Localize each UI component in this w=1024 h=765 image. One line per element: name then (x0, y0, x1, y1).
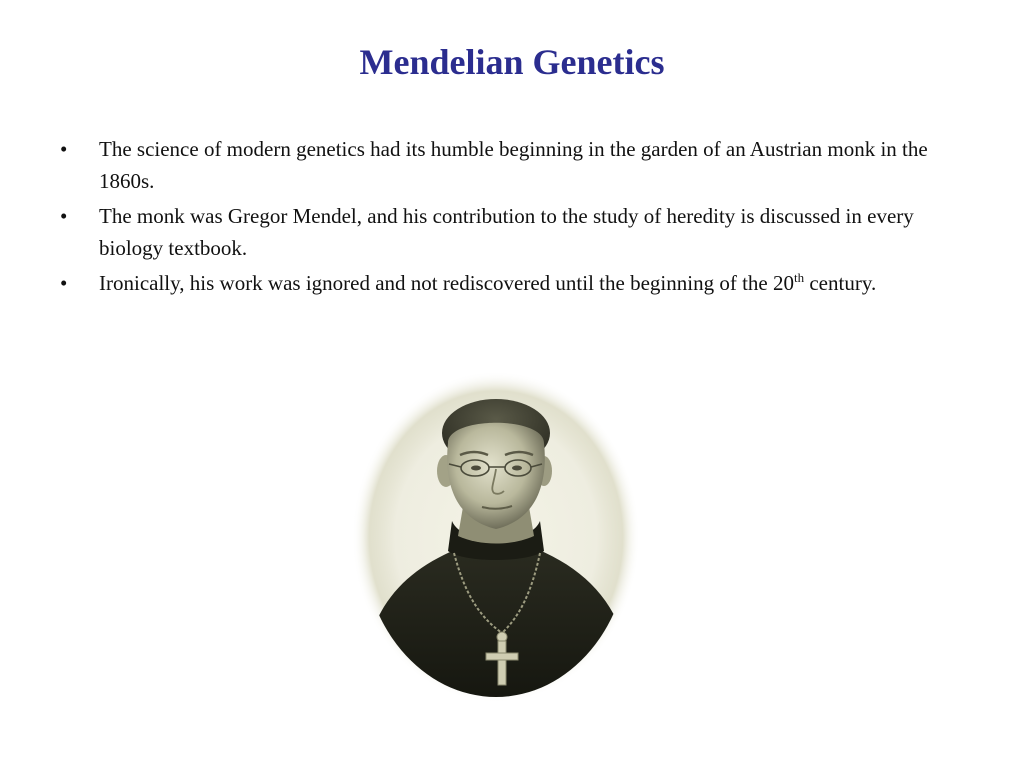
bullet-item (60, 200, 940, 264)
bullet-text: The monk was Gregor Mendel, and his contribution to the study of heredity is discussed in every biology textbook. (99, 204, 914, 260)
portrait-photo (352, 371, 640, 703)
bullet-text-continued: century. (804, 271, 877, 295)
bullet-item (60, 133, 940, 197)
slide-title: Mendelian Genetics (359, 42, 665, 82)
bullet-marker: • (60, 271, 68, 295)
bullet-marker: • (60, 137, 68, 161)
portrait-photo-icon (352, 371, 640, 703)
bullet-superscript: th (793, 270, 805, 285)
bullet-marker: • (60, 204, 68, 228)
bullet-text: The science of modern genetics had its humble beginning in the garden of an Austrian monk in the 1860s. (99, 137, 928, 193)
bullet-item (60, 267, 940, 299)
bullet-text: Ironically, his work was ignored and not rediscovered until the beginning of the 20 (99, 271, 794, 295)
bullet-list (60, 133, 940, 302)
